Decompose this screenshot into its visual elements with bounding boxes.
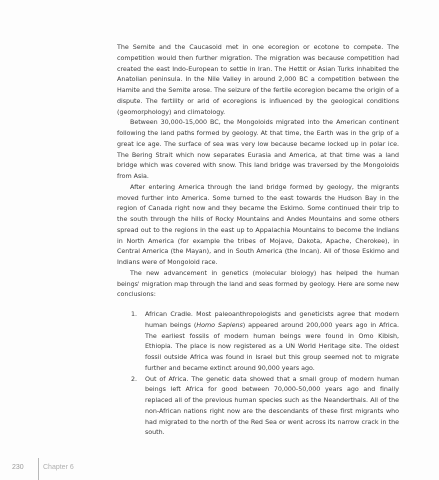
conclusions-list (117, 310, 399, 439)
chapter-label: Chapter 6 (43, 464, 74, 471)
list-item-text: African Cradle. Most paleoanthropologists and geneticists agree that modern human beings (Homo Sapiens) appeared around 200,000 years ago in Africa. The earliest fossils of modern human beings were found in Omo Kibish, Ethiopia. The place is now registered as a UN World Heritage site. The oldest fossil outside Africa was found in Israel but this group seemed not to migrate further and became extinct around 90,000 years ago. (145, 311, 399, 372)
page-number: 230 (12, 464, 24, 471)
list-item (117, 375, 399, 440)
list-item-number: 2. (131, 375, 138, 383)
body-text (117, 43, 399, 439)
paragraph-4: The new advancement in genetics (molecular biology) has helped the human beings' migration map through the land and seas formed by geology. Here are some new conclusions: (117, 269, 399, 299)
paragraph-2: Between 30,000-15,000 BC, the Mongoloids migrated into the American continent following the land paths formed by geology. At that time, the Earth was in the grip of a great ice age. The surface of sea was very low because became locked up in polar ice. The Bering Strait which now separates Eurasia and America, at that time was a land bridge which was covered with snow. This land bridge was traversed by the Mongoloids from Asia. (117, 119, 399, 180)
list-item-number: 1. (131, 311, 138, 318)
species-name: Homo Sapiens (196, 321, 243, 329)
paragraph-3: After entering America through the land bridge formed by geology, the migrants moved further into America. Some turned to the east towards the Hudson Bay in the region of Canada right now and they became the Eskimo. Some continued their trip to the south through the hills of Rocky Mountains and Andes Mountains and some others spread out to the regions in the east up to Appalachia Mountains to become the Indians in North America (for example the tribes of Mojave, Dakota, Apache, Cherokee), in Central America (the Mayan), and in South America (the Incan). All of those Eskimo and Indians were of Mongoloid race. (117, 183, 399, 266)
list-item-text: Out of Africa. The genetic data showed that a small group of modern human beings left Africa for good between 70,000-50,000 years ago and finally replaced all of the previous human species such as the Neanderthals. All of the non-African nations right now are the descendants of these first migrants who had migrated to the north of the Red Sea or went across its narrow crack in the south. (145, 375, 399, 437)
footer-divider (38, 458, 39, 480)
paragraph-1: The Semite and the Caucasoid met in one ecoregion or ecotone to compete. The competition would then further migration. The migration was because competition had created the east Indo-European to settle in Iran. The Hettit or Asian Turks inhabited the Anatolian peninsula. In the Nile Valley in around 2,000 BC a competition between the Hamite and the Semite arose. The seizure of the fertile ecoregion became the origin of a dispute. The fertility or arid of ecoregions is influenced by the geological conditions (geomorphology) and climatology. (117, 44, 399, 116)
list-item (117, 310, 399, 375)
